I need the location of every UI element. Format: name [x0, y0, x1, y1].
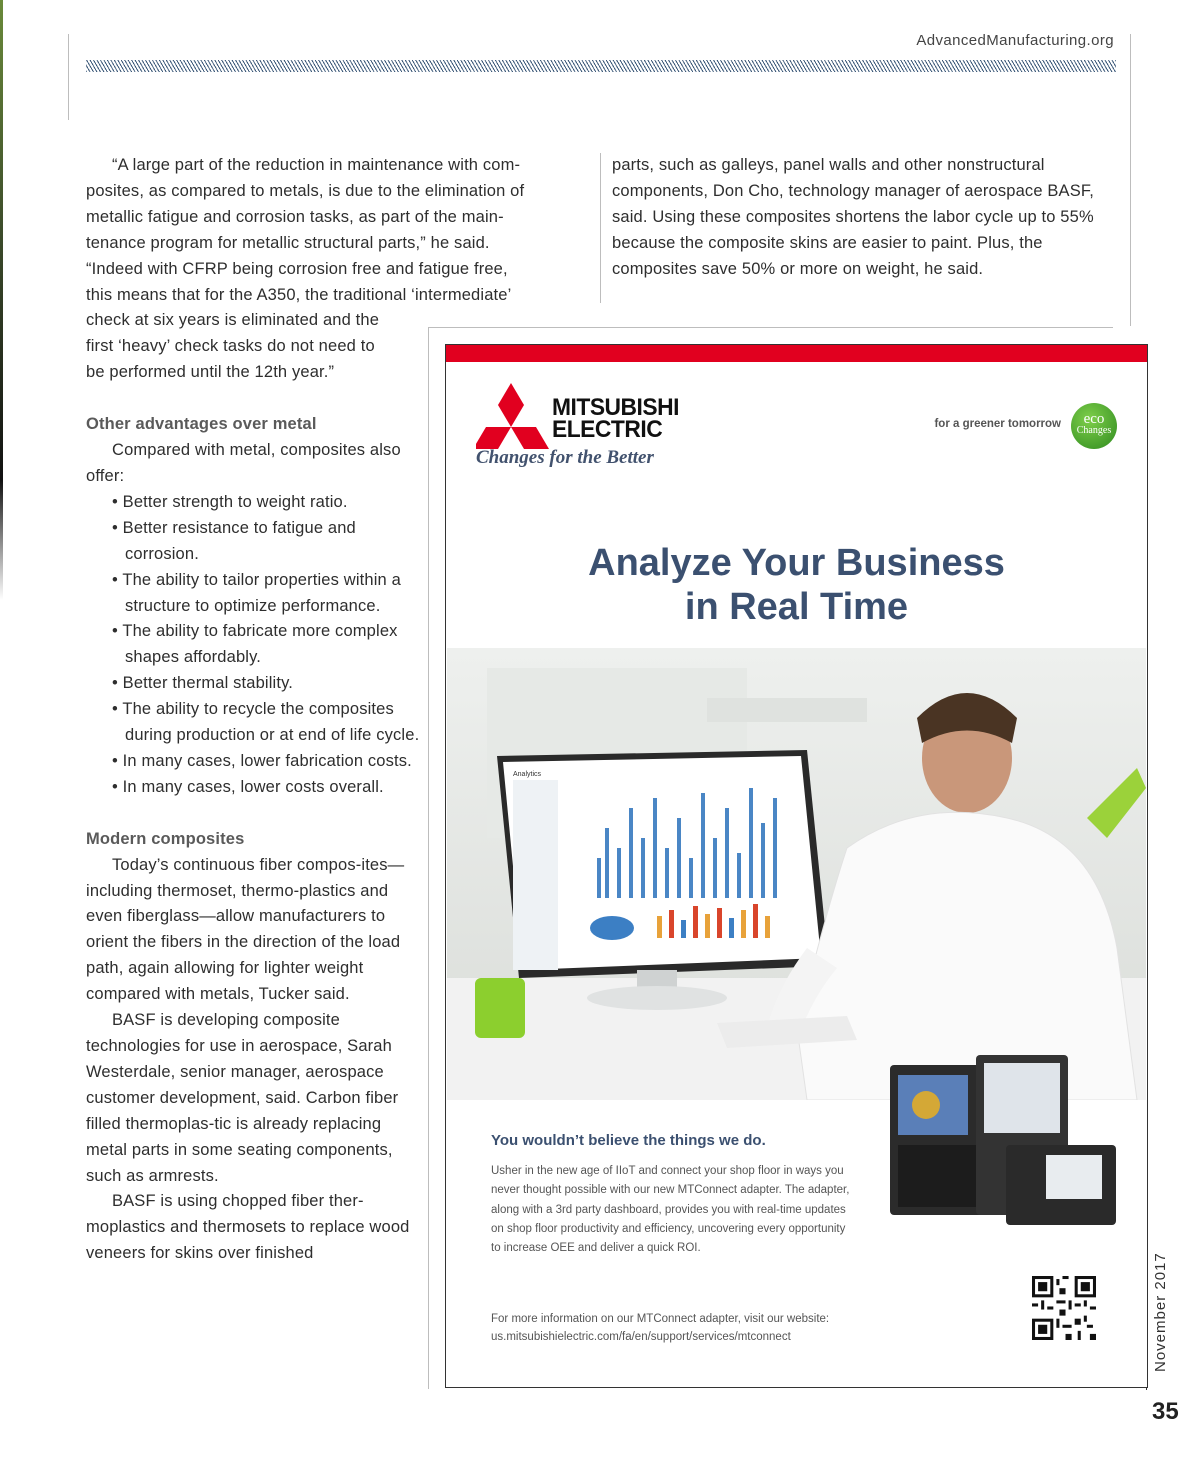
pen-cup-icon — [475, 978, 525, 1038]
line: first ‘heavy’ check tasks do not need to — [86, 337, 375, 356]
page-number: 35 — [1152, 1398, 1179, 1425]
line: posites, as compared to metals, is due to the elimination of — [86, 181, 525, 200]
ad-more-info: For more information on our MTConnect adapter, visit our website: us.mitsubishielectric.com/fa/en/support/services/mtconnect — [491, 1310, 911, 1346]
ad-left-rule — [428, 327, 429, 1389]
list-item: • The ability to recycle the composites during production or at end of life cycle. — [112, 700, 420, 745]
section-heading: Modern composites — [86, 829, 245, 848]
right-column — [612, 153, 1117, 283]
line: “Indeed with CFRP being corrosion free and fatigue free, — [86, 259, 508, 278]
mtconnect-url[interactable]: us.mitsubishielectric.com/fa/en/support/services/mtconnect — [491, 1331, 791, 1343]
line: be performed until the 12th year.” — [86, 363, 335, 382]
issue-date: November 2017 — [1152, 1252, 1169, 1372]
list-item: • The ability to fabricate more complex shapes affordably. — [112, 622, 398, 667]
paragraph: Today’s continuous fiber compos-ites—including thermoset, thermo-plastics and even fiberglass—allow manufacturers to orient the fibers in the direction of the load path, again allowing for lighter weight compared with metals, Tucker said. — [86, 855, 405, 1004]
advantages-list — [86, 490, 422, 801]
ad-body-text: Usher in the new age of IIoT and connect your shop floor in ways you never thought possible with our new MTConnect adapter. The adapter, along with a 3rd party dashboard, provides you with real-time updates on shop floor productivity and efficiency, uncovering every opportunity to increase OEE and deliver a quick ROI. — [491, 1165, 850, 1255]
cnc-control-panels — [886, 1055, 1126, 1225]
line: “A large part of the reduction in maintenance with com- — [112, 156, 521, 174]
paragraph: BASF is developing composite technologies for use in aerospace, Sarah Westerdale, senior manager, aerospace customer development, said. Carbon fiber filled thermoplas-tic is already replacing metal parts in some seating components, such as armrests. — [86, 1011, 399, 1185]
list-item: • Better strength to weight ratio. — [112, 492, 348, 511]
list-item: • Better resistance to fatigue and corrosion. — [112, 518, 356, 563]
qr-code-icon[interactable] — [1032, 1276, 1096, 1340]
list-item: • In many cases, lower costs overall. — [112, 777, 384, 796]
paragraph: BASF is using chopped fiber ther-moplastics and thermosets to replace wood veneers for skins over finished — [86, 1192, 410, 1263]
header-hatch-rule — [86, 60, 1116, 72]
brand-name: MITSUBISHI ELECTRIC — [552, 394, 679, 443]
ad-red-bar — [446, 345, 1147, 362]
left-margin-rule — [68, 34, 69, 120]
eco-changes-badge: eco Changes — [1071, 403, 1117, 449]
left-column — [86, 153, 525, 1267]
office-analytics-photo — [447, 648, 1146, 1100]
list-item: • In many cases, lower fabrication costs. — [112, 751, 412, 770]
list-item: • Better thermal stability. — [112, 674, 294, 693]
mitsubishi-advertisement — [445, 344, 1148, 1388]
right-margin-rule — [1130, 34, 1131, 326]
svg-text:Analytics: Analytics — [513, 771, 542, 778]
section-heading: Other advantages over metal — [86, 415, 317, 434]
greener-tagline: for a greener tomorrow — [934, 418, 1061, 430]
line: tenance program for metallic structural parts,” he said. — [86, 233, 490, 252]
page-edge-strip — [0, 0, 3, 600]
ad-headline: Analyze Your Business in Real Time — [588, 542, 1005, 628]
paragraph: parts, such as galleys, panel walls and other nonstructural components, Don Cho, technology manager of aerospace BASF, said. Using these composites shortens the labor cycle up to 55% because the composite skins are easier to paint. Plus, the composites save 50% or more on weight, he said. — [612, 156, 1094, 278]
brand-tagline: Changes for the Better — [476, 447, 654, 468]
line: metallic fatigue and corrosion tasks, as part of the main- — [86, 207, 504, 226]
site-url: AdvancedManufacturing.org — [916, 32, 1114, 49]
list-item: • The ability to tailor properties within a structure to optimize performance. — [112, 570, 401, 615]
column-divider — [600, 153, 601, 303]
paragraph: Compared with metal, composites also offer: — [86, 441, 401, 485]
line: check at six years is eliminated and the — [86, 311, 380, 330]
line: this means that for the A350, the traditional ‘intermediate’ — [86, 285, 512, 304]
ad-subheading: You wouldn’t believe the things we do. — [491, 1132, 766, 1149]
